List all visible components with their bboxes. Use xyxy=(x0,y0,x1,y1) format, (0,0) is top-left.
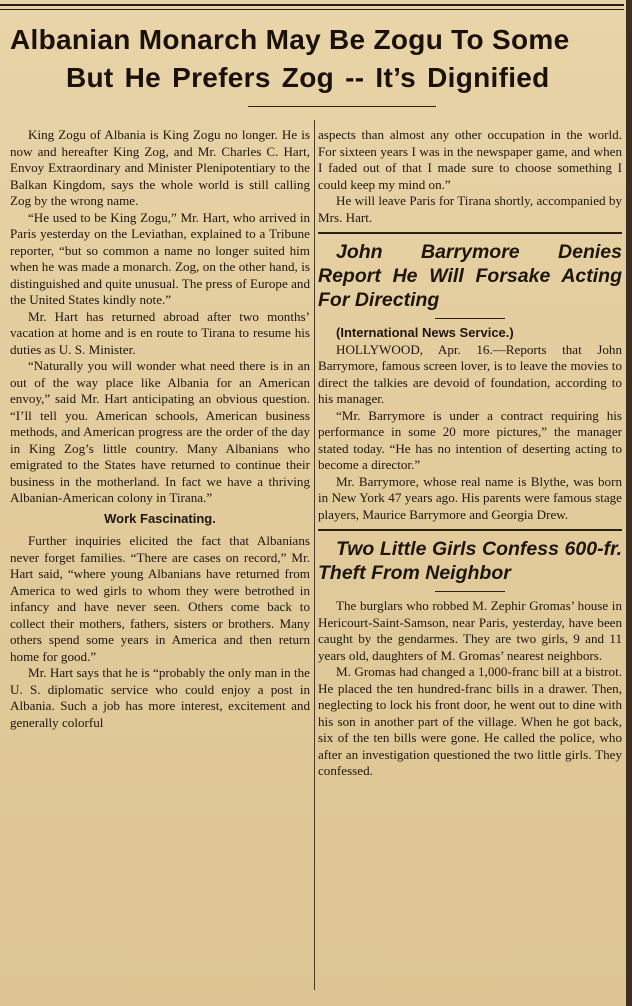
paragraph: King Zogu of Albania is King Zogu no longer. He is now and hereafter King Zog, and Mr. Charles C. Hart, Envoy Extraordinary and Minister Plenipotentiary to the Balkan Kingdom, says the whole world is still calling Zog by the wrong name. xyxy=(10,127,310,208)
paragraph: Further inquiries elicited the fact that Albanians never forget families. “There are cases on record,” Mr. Hart said, “where young Albanians have returned from America to wed girls to whom they were betrothed in infancy and have never seen. Others come back to collect their mothers, fathers, sisters or brothers. Many others spend some years in America and then return home for good.” xyxy=(10,533,310,664)
headline-line-1: Albanian Monarch May Be Zogu To Some xyxy=(10,24,570,55)
paragraph: Mr. Barrymore, whose real name is Blythe, was born in New York 47 years ago. His parents were famous stage players, Maurice Barrymore and Georgia Drew. xyxy=(318,473,622,522)
page-edge xyxy=(626,0,632,1006)
paragraph: M. Gromas had changed a 1,000-franc bill at a bistrot. He placed the ten hundred-franc bills in a drawer. Then, neglecting to lock his front door, he went out to dine with his son in another part of the village. When he got back, six of the ten bills were gone. He called the police, who after an investigation questioned the two little girls. They confessed. xyxy=(318,664,622,778)
agency-credit: (International News Service.) xyxy=(336,325,514,340)
subhead: Work Fascinating. xyxy=(104,510,216,526)
paragraph: “Naturally you will wonder what need there is in an out of the way place like Albania for an American envoy,” said Mr. Hart anticipating an obvious question. “I’ll tell you. American schools, American business methods, and American progress are the order of the day in King Zog’s little country. Many Albanians who emigrated to the States have returned to continue their business in the motherland. In fact we have a thriving Albanian-American colony in Tirana.” xyxy=(10,358,310,505)
headline-line-2: But He Prefers Zog -- It’s Dignified xyxy=(66,62,550,93)
paragraph: aspects than almost any other occupation in the world. For sixteen years I was in the newspaper game, and when I faded out of that I made sure to choose something I could keep my mind on.” xyxy=(318,127,622,192)
top-rule xyxy=(0,4,624,6)
paragraph: Mr. Hart says that he is “probably the only man in the U. S. diplomatic service who could enjoy a post in Albania. Such a job has more interest, excitement and generally colorful xyxy=(10,665,310,730)
left-column xyxy=(10,127,310,731)
right-column xyxy=(318,127,622,780)
story-headline: John Barrymore Denies Report He Will Forsake Acting For Directing xyxy=(318,241,622,311)
paragraph: The burglars who robbed M. Zephir Gromas’ house in Hericourt-Saint-Samson, near Paris, yesterday, have been caught by the gendarmes. They are two girls, 9 and 11 years old, daughters of M. Gromas’ nearest neighbors. xyxy=(318,598,622,663)
story-rule xyxy=(318,529,622,531)
paragraph: He will leave Paris for Tirana shortly, accompanied by Mrs. Hart. xyxy=(318,193,622,225)
paragraph: Mr. Hart has returned abroad after two months’ vacation at home and is en route to Tirana to resume his duties as U. S. Minister. xyxy=(10,308,310,357)
headline-rule xyxy=(435,591,505,592)
headline-rule xyxy=(248,106,436,107)
top-rule-thin xyxy=(0,9,624,10)
story-rule xyxy=(318,232,622,234)
column-divider xyxy=(314,120,315,990)
paragraph: HOLLYWOOD, Apr. 16.—Reports that John Barrymore, famous screen lover, is to leave the movies to direct the talkies are devoid of foundation, according to his manager. xyxy=(318,341,622,406)
story-headline: Two Little Girls Confess 600-fr. Theft From Neighbor xyxy=(318,538,622,584)
headline-rule xyxy=(435,318,505,319)
paragraph: “He used to be King Zogu,” Mr. Hart, who arrived in Paris yesterday on the Leviathan, explained to a Tribune reporter, “but so common a name no longer suited him when he was made a monarch. Zog, on the other hand, is distinguished and quite unusual. The press of Europe and the United States kindly note.” xyxy=(10,209,310,307)
paragraph: “Mr. Barrymore is under a contract requiring his performance in some 20 more pictures,” the manager stated today. “He has no intention of deserting acting to become a director.” xyxy=(318,407,622,472)
